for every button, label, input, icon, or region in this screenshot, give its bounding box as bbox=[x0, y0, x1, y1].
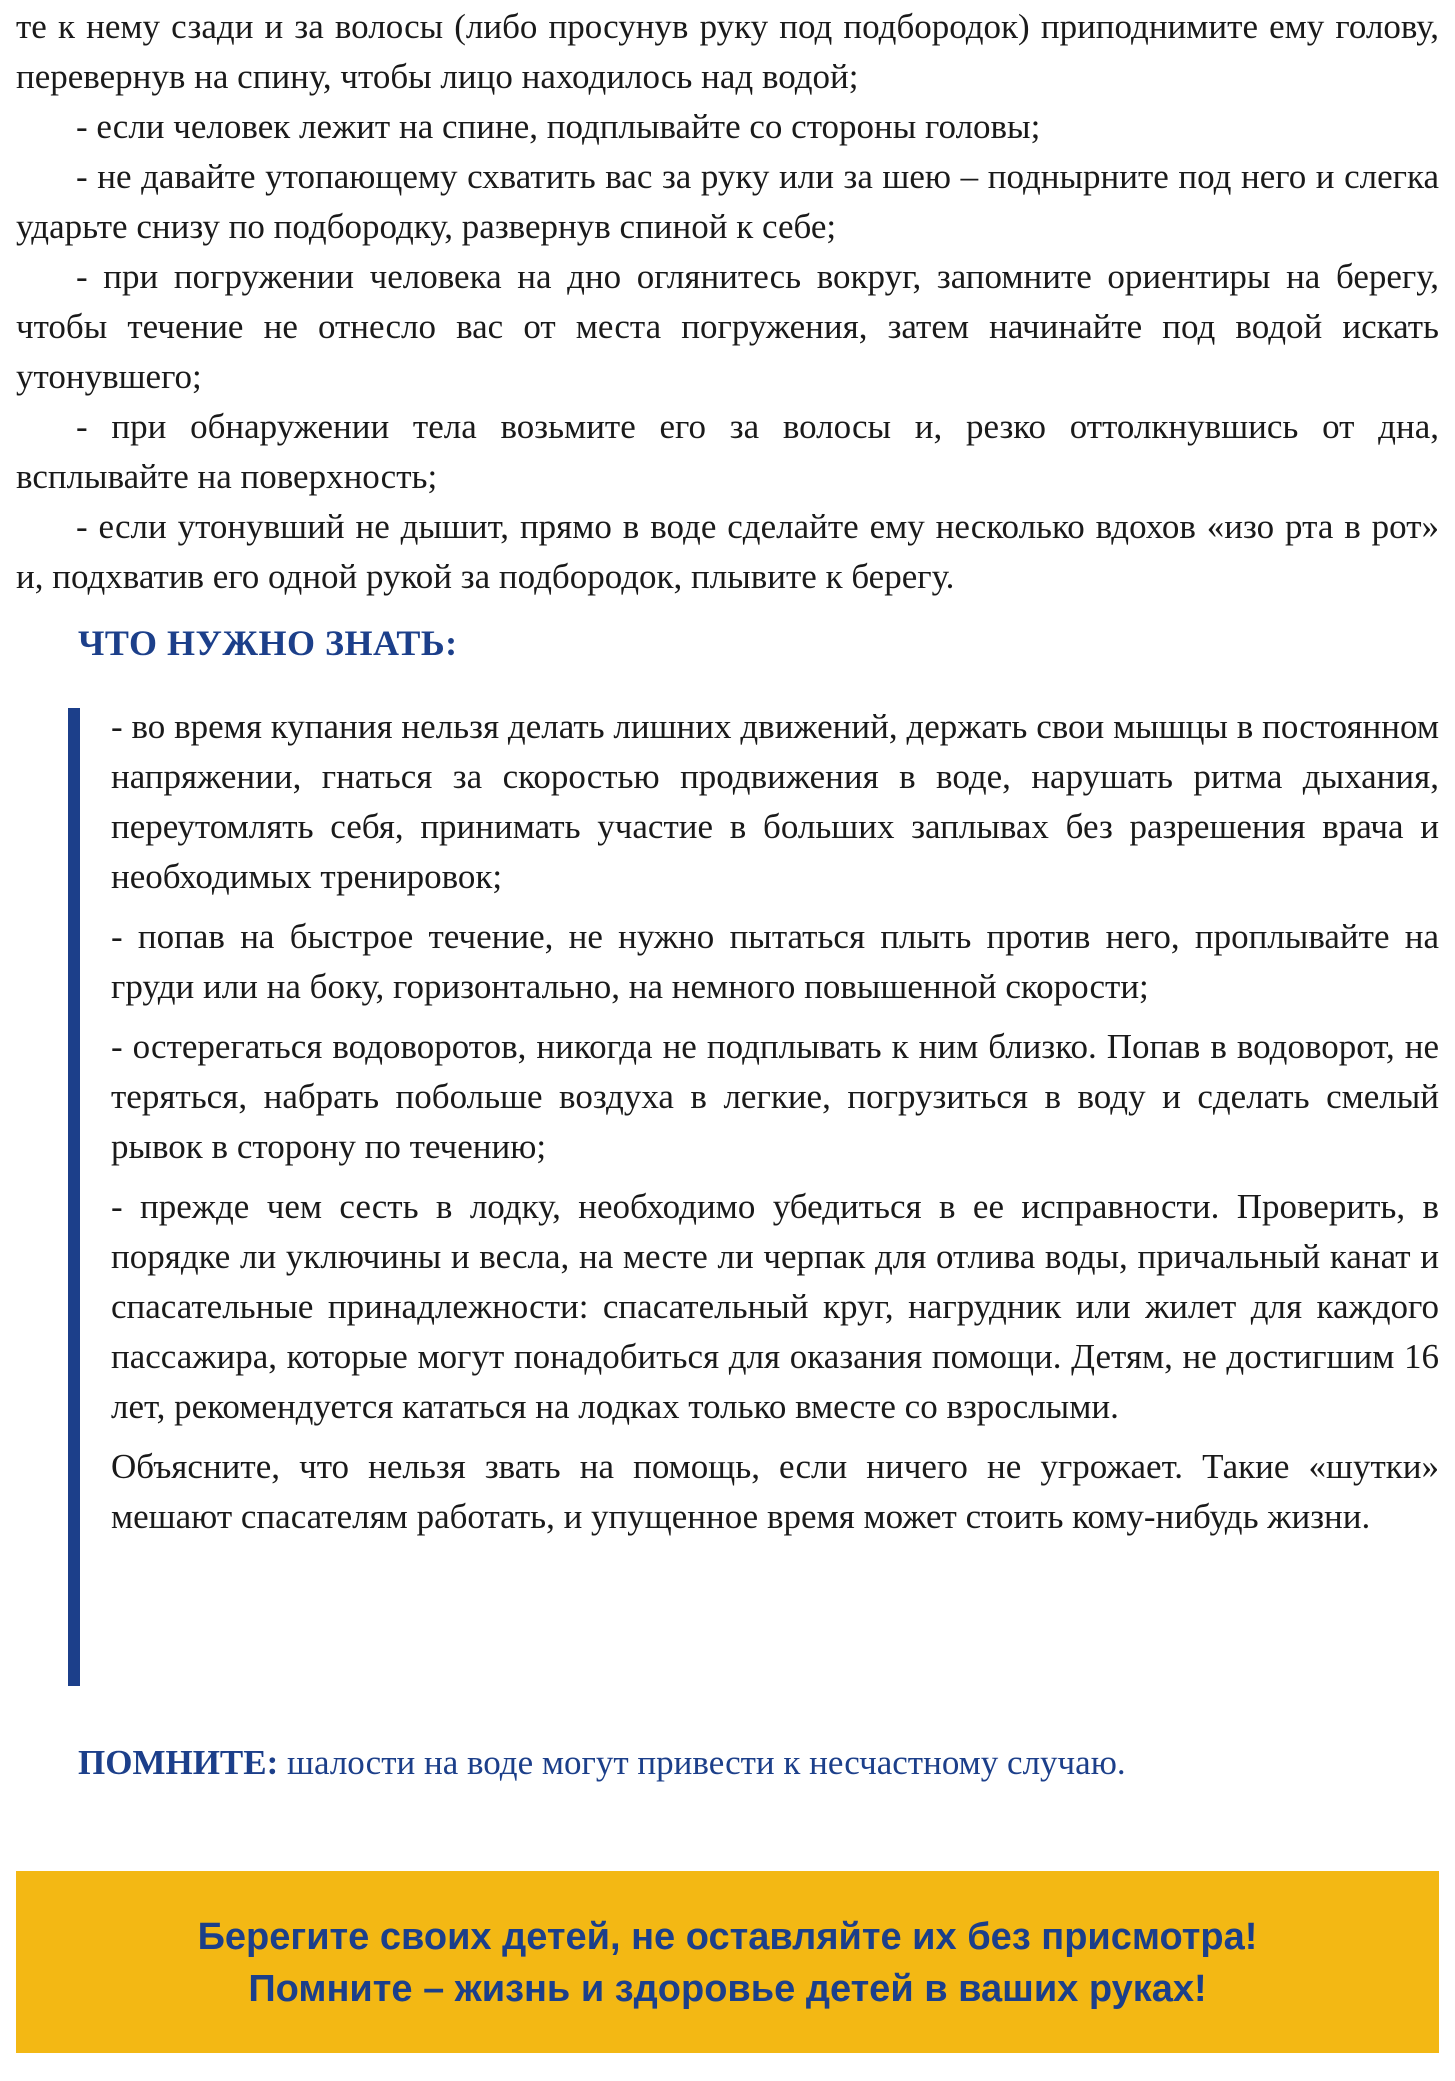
remember-label: ПОМНИТЕ: bbox=[78, 1743, 279, 1782]
callout-item: - во время купания нельзя делать лишних движений, держать свои мышцы в постоянном напряжении, гнаться за скоростью продвижения в воде, нарушать ритма дыхания, переутомлять себя, принимать участие в больших заплывах без разрешения врача и необходимых тренировок; bbox=[111, 707, 1439, 896]
callout-item: - попав на быстрое течение, не нужно пытаться плыть против него, проплывайте на груди или на боку, горизонтально, на немного повышенной скорости; bbox=[111, 917, 1439, 1006]
intro-paragraph: - если человек лежит на спине, подплывайте со стороны головы; bbox=[76, 107, 1041, 146]
section-heading: ЧТО НУЖНО ЗНАТЬ: bbox=[78, 623, 458, 663]
callout-item: - остерегаться водоворотов, никогда не подплывать к ним близко. Попав в водоворот, не теряться, набрать побольше воздуха в легкие, погрузиться в воду и сделать смелый рывок в сторону по течению; bbox=[111, 1027, 1439, 1166]
intro-paragraph: - не давайте утопающему схватить вас за руку или за шею – поднырните под него и слегка ударьте снизу по подбородку, развернув спиной к себе; bbox=[16, 157, 1439, 246]
callout-item: Объясните, что нельзя звать на помощь, если ничего не угрожает. Такие «шутки» мешают спасателям работать, и упущенное время может стоить кому-нибудь жизни. bbox=[111, 1447, 1439, 1536]
intro-text bbox=[16, 2, 1439, 602]
remember-text: шалости на воде могут привести к несчастному случаю. bbox=[278, 1743, 1126, 1782]
intro-paragraph: - если утонувший не дышит, прямо в воде сделайте ему несколько вдохов «изо рта в рот» и, подхватив его одной рукой за подбородок, плывите к берегу. bbox=[16, 507, 1439, 596]
intro-paragraph: - при погружении человека на дно оглянитесь вокруг, запомните ориентиры на берегу, чтобы течение не отнесло вас от места погружения, затем начинайте под водой искать утонувшего; bbox=[16, 257, 1439, 396]
banner-line-2: Помните – жизнь и здоровье детей в ваших руках! bbox=[248, 1968, 1207, 2010]
warning-banner bbox=[16, 1871, 1439, 2053]
callout-accent-bar bbox=[68, 708, 80, 1686]
callout-text bbox=[111, 702, 1439, 1552]
remember-note bbox=[78, 1738, 1126, 1788]
callout-item: - прежде чем сесть в лодку, необходимо убедиться в ее исправности. Проверить, в порядке ли уключины и весла, на месте ли черпак для отлива воды, причальный канат и спасательные принадлежности: спасательный круг, нагрудник или жилет для каждого пассажира, которые могут понадобиться для оказания помощи. Детям, не достигшим 16 лет, рекомендуется кататься на лодках только вместе со взрослыми. bbox=[111, 1187, 1439, 1426]
banner-line-1: Берегите своих детей, не оставляйте их без присмотра! bbox=[197, 1916, 1258, 1958]
intro-paragraph: - при обнаружении тела возьмите его за волосы и, резко оттолкнувшись от дна, всплывайте на поверхность; bbox=[16, 407, 1439, 496]
intro-paragraph: те к нему сзади и за волосы (либо просунув руку под подбородок) приподнимите ему голову, перевернув на спину, чтобы лицо находилось над водой; bbox=[16, 7, 1439, 96]
callout-box bbox=[68, 708, 1439, 1686]
